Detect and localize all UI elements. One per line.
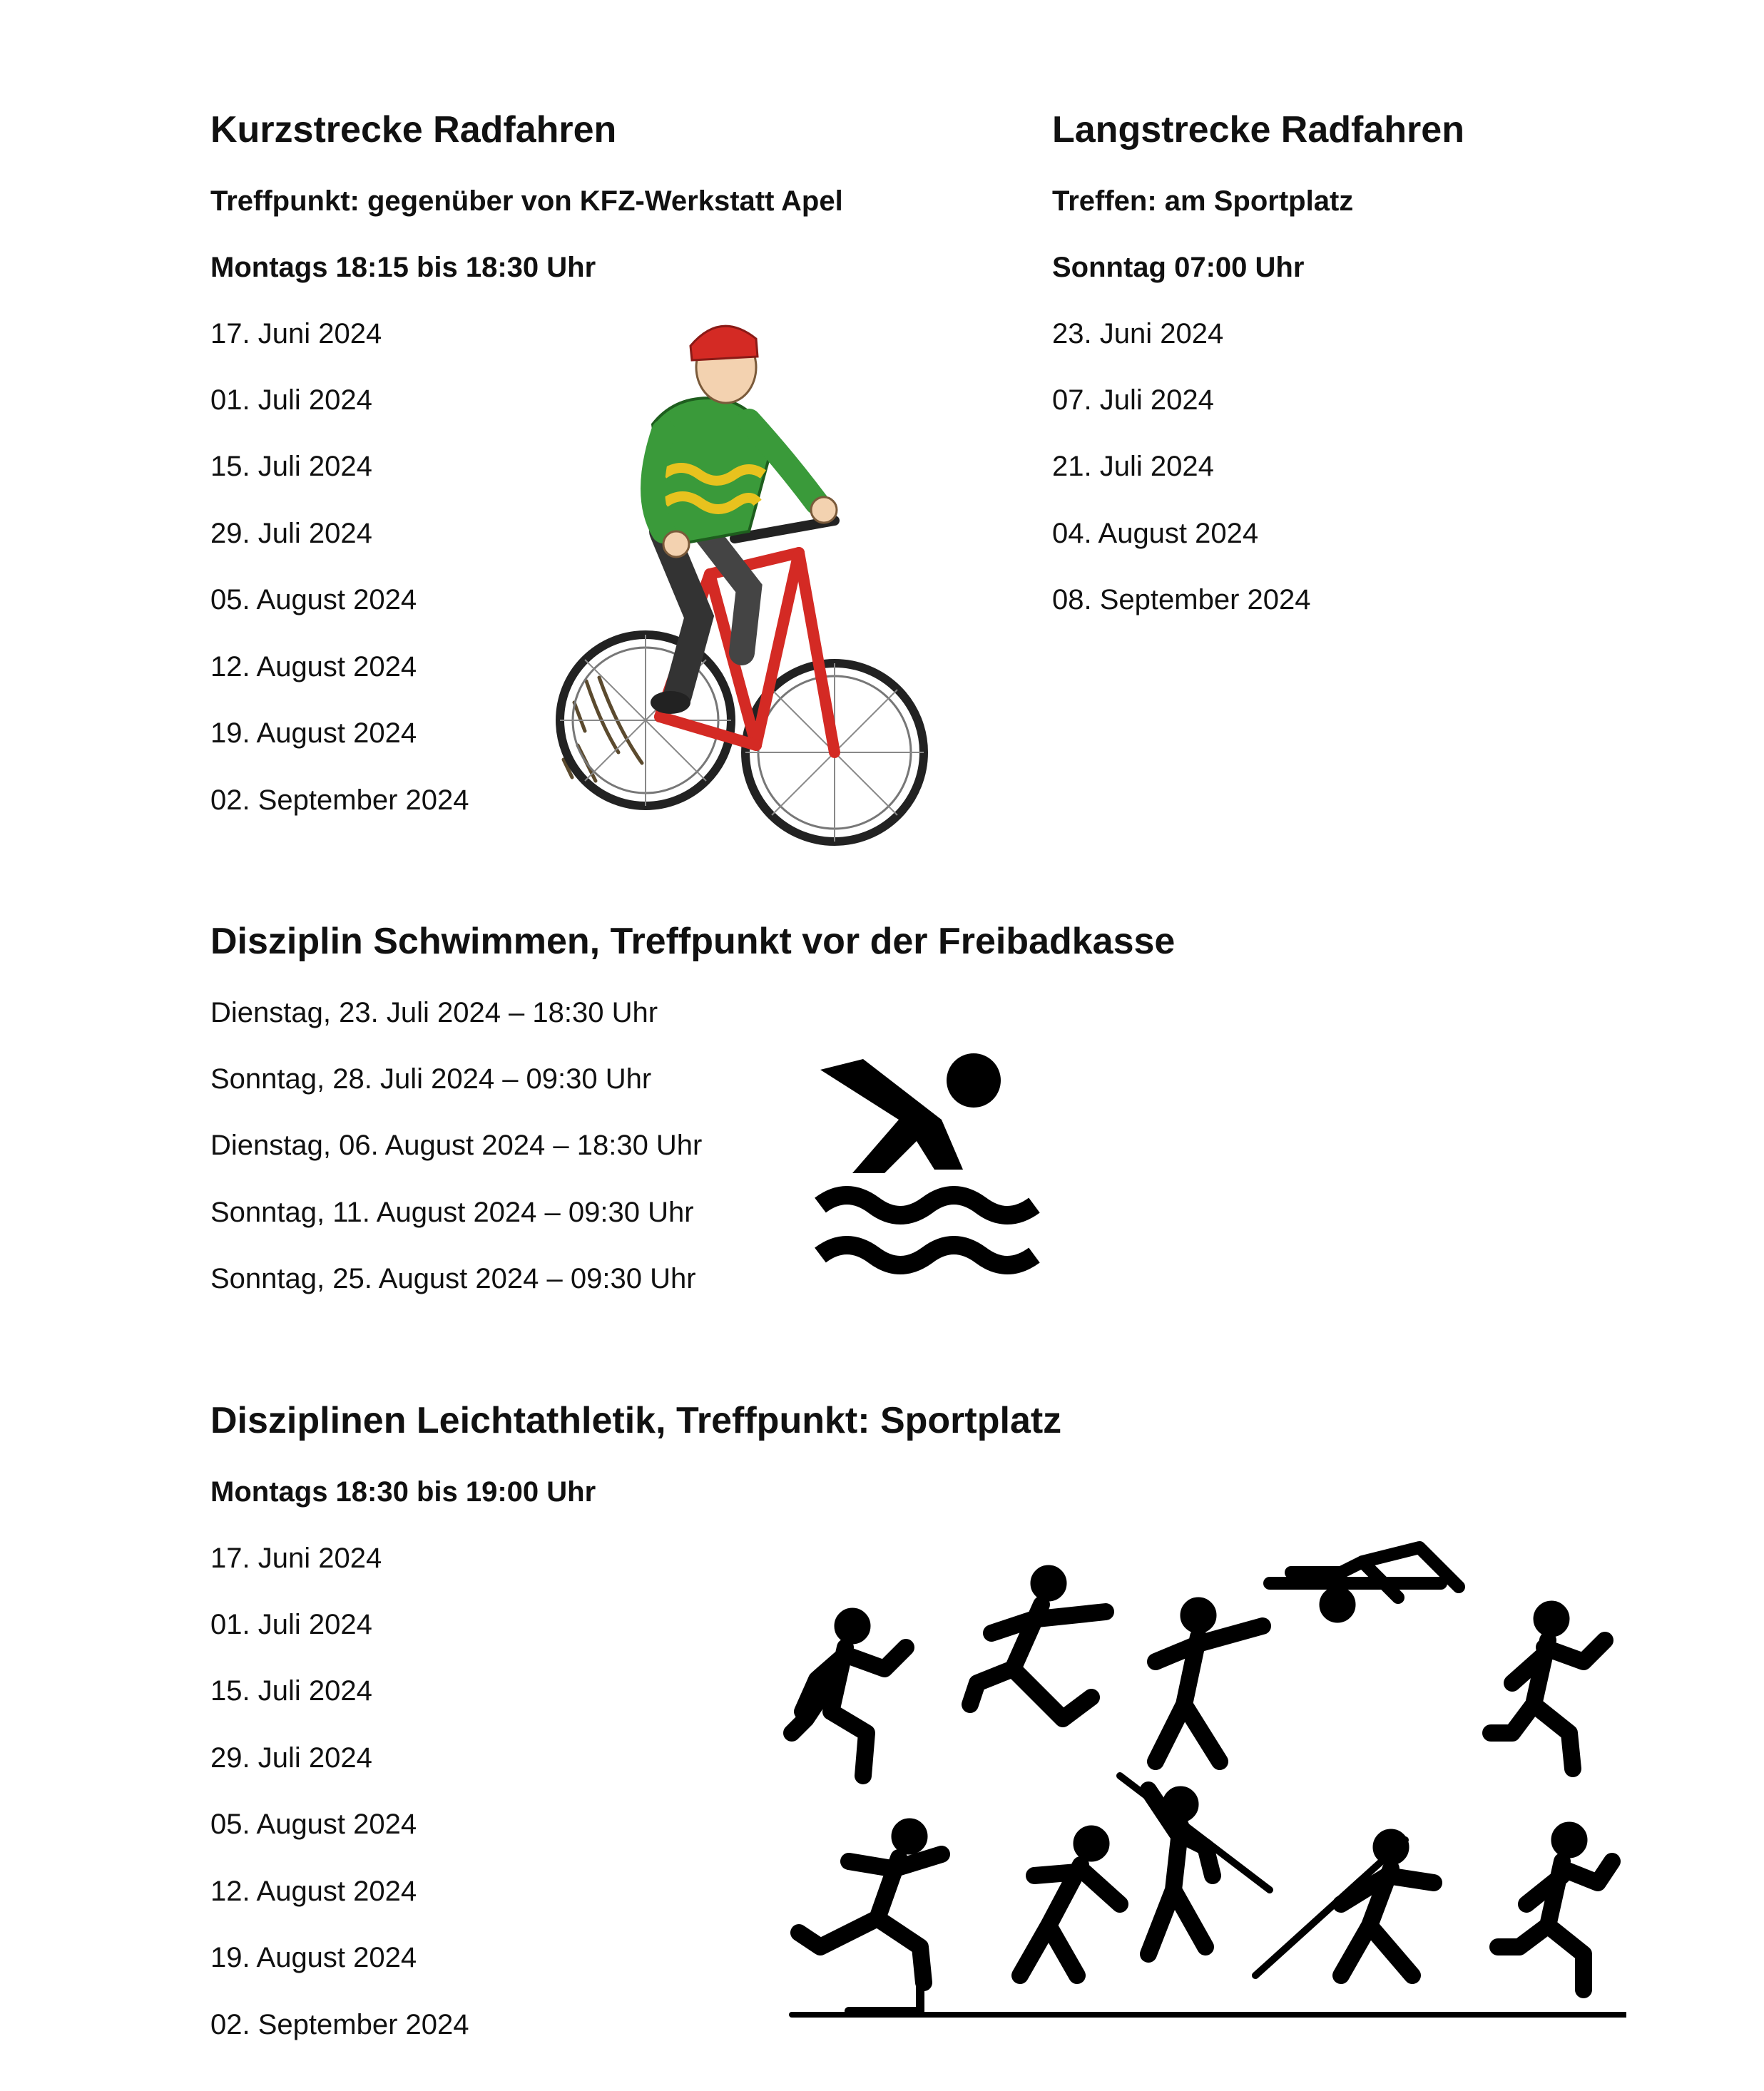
- short-cycling-meeting-point: Treffpunkt: gegenüber von KFZ-Werkstatt Apel: [210, 185, 843, 217]
- list-item: Sonntag, 25. August 2024 – 09:30 Uhr: [210, 1263, 696, 1294]
- list-item: 02. September 2024: [210, 2009, 469, 2040]
- list-item: 01. Juli 2024: [210, 1609, 372, 1640]
- list-item: Sonntag, 11. August 2024 – 09:30 Uhr: [210, 1197, 694, 1228]
- list-item: 21. Juli 2024: [1052, 451, 1214, 482]
- long-cycling-time: Sonntag 07:00 Uhr: [1052, 252, 1305, 283]
- swimmer-icon: [799, 1027, 1056, 1291]
- list-item: 15. Juli 2024: [210, 451, 372, 482]
- list-item: Dienstag, 23. Juli 2024 – 18:30 Uhr: [210, 997, 658, 1028]
- long-cycling-meeting-point: Treffen: am Sportplatz: [1052, 185, 1354, 217]
- list-item: 01. Juli 2024: [210, 384, 372, 416]
- list-item: Sonntag, 28. Juli 2024 – 09:30 Uhr: [210, 1063, 652, 1095]
- list-item: 07. Juli 2024: [1052, 384, 1214, 416]
- list-item: 04. August 2024: [1052, 518, 1259, 549]
- short-cycling-title: Kurzstrecke Radfahren: [210, 109, 617, 150]
- long-cycling-title: Langstrecke Radfahren: [1052, 109, 1464, 150]
- list-item: 17. Juni 2024: [210, 1543, 382, 1574]
- cyclist-illustration: [535, 317, 1020, 859]
- list-item: 12. August 2024: [210, 1876, 417, 1907]
- list-item: 29. Juli 2024: [210, 518, 372, 549]
- athletics-time: Montags 18:30 bis 19:00 Uhr: [210, 1476, 596, 1508]
- list-item: 15. Juli 2024: [210, 1675, 372, 1707]
- list-item: 17. Juni 2024: [210, 318, 382, 349]
- athletics-title: Disziplinen Leichtathletik, Treffpunkt: Sportplatz: [210, 1400, 1062, 1441]
- list-item: 05. August 2024: [210, 1809, 417, 1840]
- athletics-pictograms: [778, 1519, 1626, 2018]
- list-item: 08. September 2024: [1052, 584, 1311, 615]
- list-item: 05. August 2024: [210, 584, 417, 615]
- list-item: 23. Juni 2024: [1052, 318, 1224, 349]
- list-item: 12. August 2024: [210, 651, 417, 682]
- short-cycling-time: Montags 18:15 bis 18:30 Uhr: [210, 252, 596, 283]
- swimming-title: Disziplin Schwimmen, Treffpunkt vor der Freibadkasse: [210, 921, 1176, 962]
- list-item: 02. September 2024: [210, 784, 469, 816]
- list-item: 19. August 2024: [210, 717, 417, 749]
- list-item: 19. August 2024: [210, 1942, 417, 1973]
- list-item: 29. Juli 2024: [210, 1742, 372, 1774]
- list-item: Dienstag, 06. August 2024 – 18:30 Uhr: [210, 1130, 703, 1161]
